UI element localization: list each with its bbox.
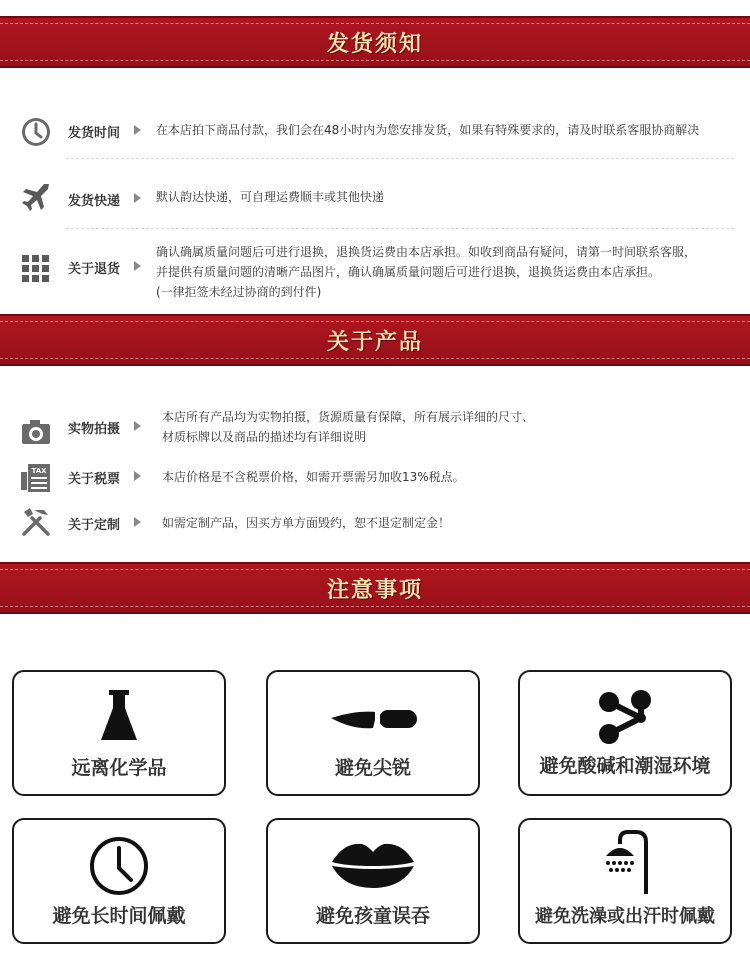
arrow-right-icon: [134, 125, 141, 135]
card-acid: [518, 670, 732, 796]
row-label: 关于退货: [68, 262, 121, 277]
product-title: 关于产品: [326, 329, 423, 355]
row-text: 在本店拍下商品付款，我们会在48小时内为您安排发货，如果有特殊要求的，请及时联系客服协商解决: [156, 123, 700, 137]
divider: [66, 158, 734, 159]
tax-row: [0, 462, 750, 494]
custom-row: [0, 506, 750, 540]
row-text: (一律拒签未经过协商的到付件): [156, 285, 322, 299]
row-text: 材质标牌以及商品的描述均有详细说明: [162, 430, 367, 444]
shipping-return-row: [0, 242, 750, 306]
tools-icon: [20, 506, 52, 538]
svg-text:TAX: TAX: [31, 467, 47, 475]
row-label: 发货快递: [68, 194, 121, 209]
arrow-right-icon: [134, 261, 141, 271]
row-text: 本店价格是不含税票价格，如需开票需另加收13%税点。: [162, 470, 465, 484]
shipping-time-row: [0, 112, 750, 152]
card-label: 避免尖锐: [334, 757, 411, 779]
card-label: 避免酸碱和潮湿环境: [539, 755, 711, 777]
shipping-courier-row: [0, 178, 750, 218]
clock-icon: [20, 116, 52, 148]
card-chemicals: [12, 670, 226, 796]
row-text: 如需定制产品，因买方单方面毁约，恕不退定制定金！: [162, 516, 451, 530]
tax-receipt-icon: [20, 462, 52, 494]
molecule-icon: [595, 688, 655, 748]
shipping-title: 发货须知: [326, 31, 423, 57]
card-sharp: [266, 670, 480, 796]
product-banner: [0, 314, 750, 366]
photo-row: [0, 406, 750, 450]
shipping-banner: [0, 16, 750, 68]
shower-icon: [594, 828, 656, 894]
row-text: 并提供有质量问题的清晰产品图片，确认确属质量问题后可进行退换，退换货运费由本店承担。: [156, 265, 661, 279]
card-shower: [518, 818, 732, 944]
row-label: 发货时间: [68, 126, 121, 141]
row-text: 确认确属质量问题后可进行退换，退换货运费由本店承担。如收到商品有疑问，请第一时间联系客服，: [156, 245, 697, 259]
lips-icon: [330, 836, 416, 892]
card-label: 避免孩童误吞: [315, 905, 430, 927]
row-text: 默认韵达快递，可自理运费顺丰或其他快递: [156, 190, 385, 204]
card-long-wear: [12, 818, 226, 944]
knife-icon: [325, 688, 421, 744]
notes-banner: [0, 562, 750, 614]
camera-icon: [20, 416, 52, 448]
notes-title: 注意事项: [326, 577, 423, 603]
row-label: 关于税票: [68, 472, 121, 487]
arrow-right-icon: [134, 517, 141, 527]
airplane-icon: [20, 180, 52, 212]
arrow-right-icon: [134, 421, 141, 431]
flask-icon: [97, 688, 141, 744]
arrow-right-icon: [134, 471, 141, 481]
row-label: 关于定制: [68, 518, 121, 533]
card-label: 避免洗澡或出汗时佩戴: [535, 906, 715, 927]
grid-icon: [20, 252, 52, 284]
card-label: 避免长时间佩戴: [52, 905, 186, 927]
divider: [66, 228, 734, 229]
row-label: 实物拍摄: [68, 422, 121, 437]
card-label: 远离化学品: [71, 757, 167, 779]
row-text: 本店所有产品均为实物拍摄，货源质量有保障，所有展示详细的尺寸、: [162, 410, 535, 424]
card-children: [266, 818, 480, 944]
arrow-right-icon: [134, 193, 141, 203]
clock-icon: [89, 836, 149, 896]
